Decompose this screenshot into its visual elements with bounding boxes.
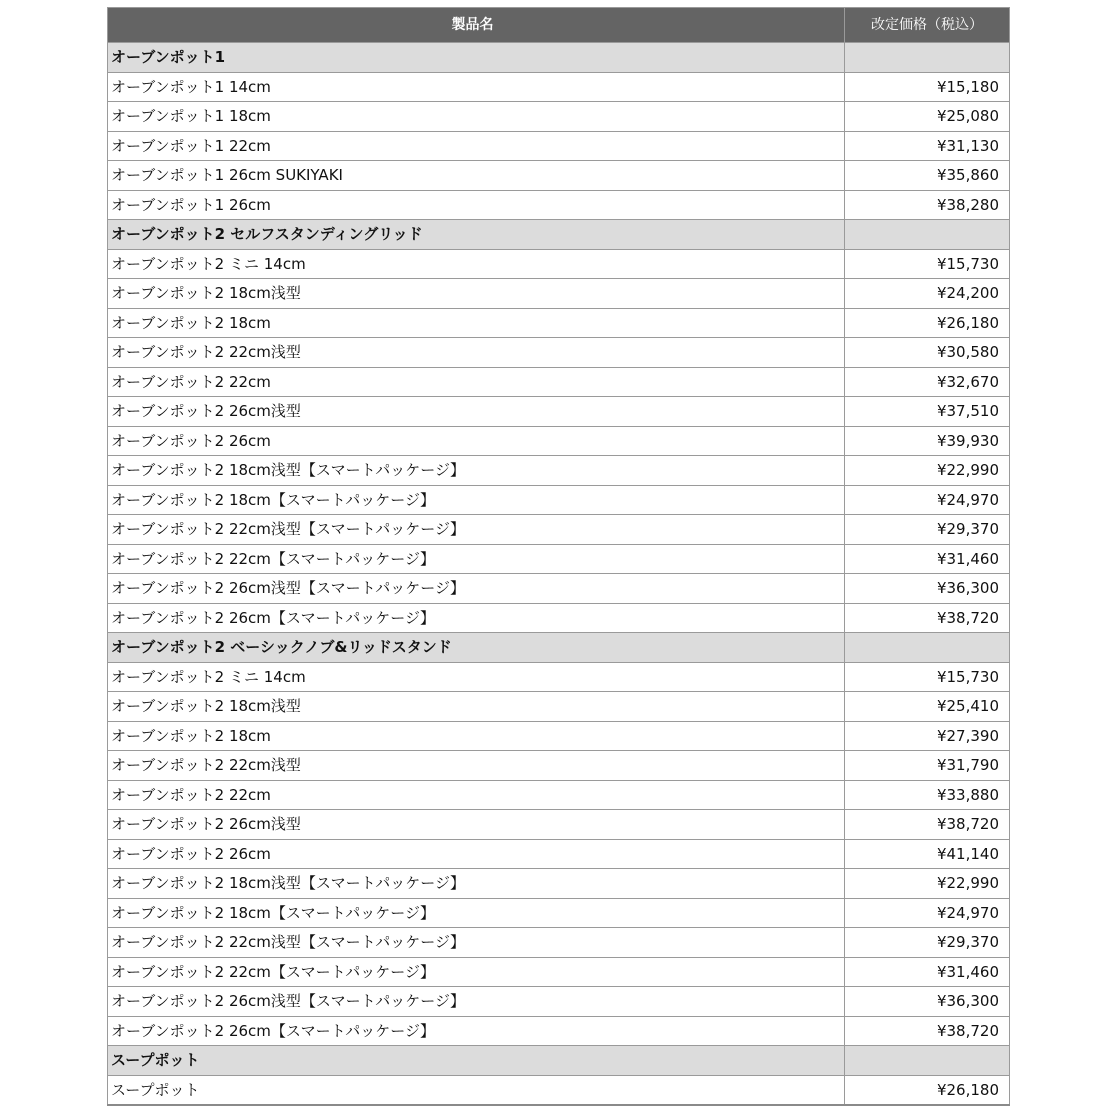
table-row (108, 603, 1010, 633)
product-name-cell: スープポット (108, 1075, 845, 1105)
group-price-cell (845, 43, 1010, 73)
price-cell: ¥25,410 (845, 692, 1010, 722)
table-row (108, 692, 1010, 722)
price-cell: ¥31,460 (845, 544, 1010, 574)
product-name-cell: オーブンポット2 22cm浅型 (108, 751, 845, 781)
table-row (108, 485, 1010, 515)
group-price-cell (845, 220, 1010, 250)
group-header-row (108, 633, 1010, 663)
product-name-cell: オーブンポット2 18cm浅型【スマートパッケージ】 (108, 869, 845, 899)
product-name-cell: オーブンポット2 18cm (108, 308, 845, 338)
product-name-cell: オーブンポット2 26cm浅型 (108, 810, 845, 840)
price-cell: ¥38,720 (845, 810, 1010, 840)
product-name-cell: オーブンポット2 18cm浅型 (108, 279, 845, 309)
product-name-cell: オーブンポット2 18cm浅型【スマートパッケージ】 (108, 456, 845, 486)
price-cell: ¥30,580 (845, 338, 1010, 368)
table-row (108, 515, 1010, 545)
price-cell: ¥29,370 (845, 928, 1010, 958)
group-price-cell (845, 633, 1010, 663)
product-name-cell: オーブンポット2 18cm【スマートパッケージ】 (108, 485, 845, 515)
table-row (108, 957, 1010, 987)
price-cell: ¥27,390 (845, 721, 1010, 751)
price-cell: ¥29,370 (845, 515, 1010, 545)
group-header-row (108, 220, 1010, 250)
product-name-cell: オーブンポット2 22cm浅型 (108, 338, 845, 368)
group-name-cell: オーブンポット2 ベーシックノブ&リッドスタンド (108, 633, 845, 663)
table-row (108, 721, 1010, 751)
table-row (108, 839, 1010, 869)
price-cell: ¥39,930 (845, 426, 1010, 456)
product-name-cell: オーブンポット2 26cm浅型【スマートパッケージ】 (108, 987, 845, 1017)
product-name-cell: オーブンポット2 26cm浅型【スマートパッケージ】 (108, 574, 845, 604)
table-row (108, 249, 1010, 279)
table-row (108, 161, 1010, 191)
price-cell: ¥38,280 (845, 190, 1010, 220)
product-name-cell: オーブンポット2 22cm浅型【スマートパッケージ】 (108, 928, 845, 958)
column-header-product-name: 製品名 (108, 8, 845, 43)
price-cell: ¥31,790 (845, 751, 1010, 781)
product-name-cell: オーブンポット2 18cm【スマートパッケージ】 (108, 898, 845, 928)
price-cell: ¥15,180 (845, 72, 1010, 102)
product-name-cell: オーブンポット1 22cm (108, 131, 845, 161)
product-name-cell: オーブンポット2 22cm【スマートパッケージ】 (108, 544, 845, 574)
table-row (108, 102, 1010, 132)
product-name-cell: オーブンポット2 ミニ 14cm (108, 249, 845, 279)
price-cell: ¥35,860 (845, 161, 1010, 191)
table-header-row (108, 8, 1010, 43)
price-cell: ¥26,180 (845, 1075, 1010, 1105)
table-row (108, 1016, 1010, 1046)
table-row (108, 544, 1010, 574)
table-row (108, 574, 1010, 604)
product-name-cell: オーブンポット2 26cm浅型 (108, 397, 845, 427)
table-row (108, 338, 1010, 368)
price-cell: ¥31,130 (845, 131, 1010, 161)
price-cell: ¥15,730 (845, 662, 1010, 692)
product-name-cell: オーブンポット1 14cm (108, 72, 845, 102)
price-cell: ¥32,670 (845, 367, 1010, 397)
price-cell: ¥24,970 (845, 485, 1010, 515)
group-name-cell: オーブンポット2 セルフスタンディングリッド (108, 220, 845, 250)
product-name-cell: オーブンポット2 18cm (108, 721, 845, 751)
price-cell: ¥31,460 (845, 957, 1010, 987)
table-row (108, 397, 1010, 427)
price-cell: ¥38,720 (845, 1016, 1010, 1046)
table-row (108, 131, 1010, 161)
price-cell: ¥38,720 (845, 603, 1010, 633)
table-row (108, 279, 1010, 309)
table-row (108, 456, 1010, 486)
table-row (108, 869, 1010, 899)
product-name-cell: オーブンポット2 26cm (108, 839, 845, 869)
product-name-cell: オーブンポット1 18cm (108, 102, 845, 132)
table-row (108, 426, 1010, 456)
table-row (108, 308, 1010, 338)
group-name-cell: スープポット (108, 1046, 845, 1076)
table-body (108, 43, 1010, 1106)
product-name-cell: オーブンポット1 26cm (108, 190, 845, 220)
product-name-cell: オーブンポット2 22cm【スマートパッケージ】 (108, 957, 845, 987)
price-cell: ¥24,200 (845, 279, 1010, 309)
price-cell: ¥22,990 (845, 869, 1010, 899)
group-header-row (108, 43, 1010, 73)
product-name-cell: オーブンポット2 22cm (108, 367, 845, 397)
table-row (108, 662, 1010, 692)
product-name-cell: オーブンポット2 26cm (108, 426, 845, 456)
table-row (108, 810, 1010, 840)
table-row (108, 367, 1010, 397)
product-name-cell: オーブンポット2 26cm【スマートパッケージ】 (108, 1016, 845, 1046)
table-row (108, 780, 1010, 810)
table-row (108, 928, 1010, 958)
product-name-cell: オーブンポット2 22cm (108, 780, 845, 810)
price-cell: ¥15,730 (845, 249, 1010, 279)
price-cell: ¥26,180 (845, 308, 1010, 338)
group-name-cell: オーブンポット1 (108, 43, 845, 73)
price-cell: ¥37,510 (845, 397, 1010, 427)
table-row (108, 898, 1010, 928)
table-row (108, 751, 1010, 781)
price-cell: ¥36,300 (845, 574, 1010, 604)
column-header-revised-price: 改定価格（税込） (845, 8, 1010, 43)
product-name-cell: オーブンポット2 ミニ 14cm (108, 662, 845, 692)
table-row (108, 72, 1010, 102)
table-row (108, 190, 1010, 220)
price-cell: ¥25,080 (845, 102, 1010, 132)
group-header-row (108, 1046, 1010, 1076)
product-name-cell: オーブンポット2 22cm浅型【スマートパッケージ】 (108, 515, 845, 545)
product-name-cell: オーブンポット2 18cm浅型 (108, 692, 845, 722)
price-table (107, 7, 1010, 1106)
group-price-cell (845, 1046, 1010, 1076)
product-name-cell: オーブンポット1 26cm SUKIYAKI (108, 161, 845, 191)
price-cell: ¥33,880 (845, 780, 1010, 810)
table-row (108, 1075, 1010, 1105)
price-cell: ¥36,300 (845, 987, 1010, 1017)
table-row (108, 987, 1010, 1017)
product-name-cell: オーブンポット2 26cm【スマートパッケージ】 (108, 603, 845, 633)
price-cell: ¥41,140 (845, 839, 1010, 869)
price-cell: ¥22,990 (845, 456, 1010, 486)
price-cell: ¥24,970 (845, 898, 1010, 928)
